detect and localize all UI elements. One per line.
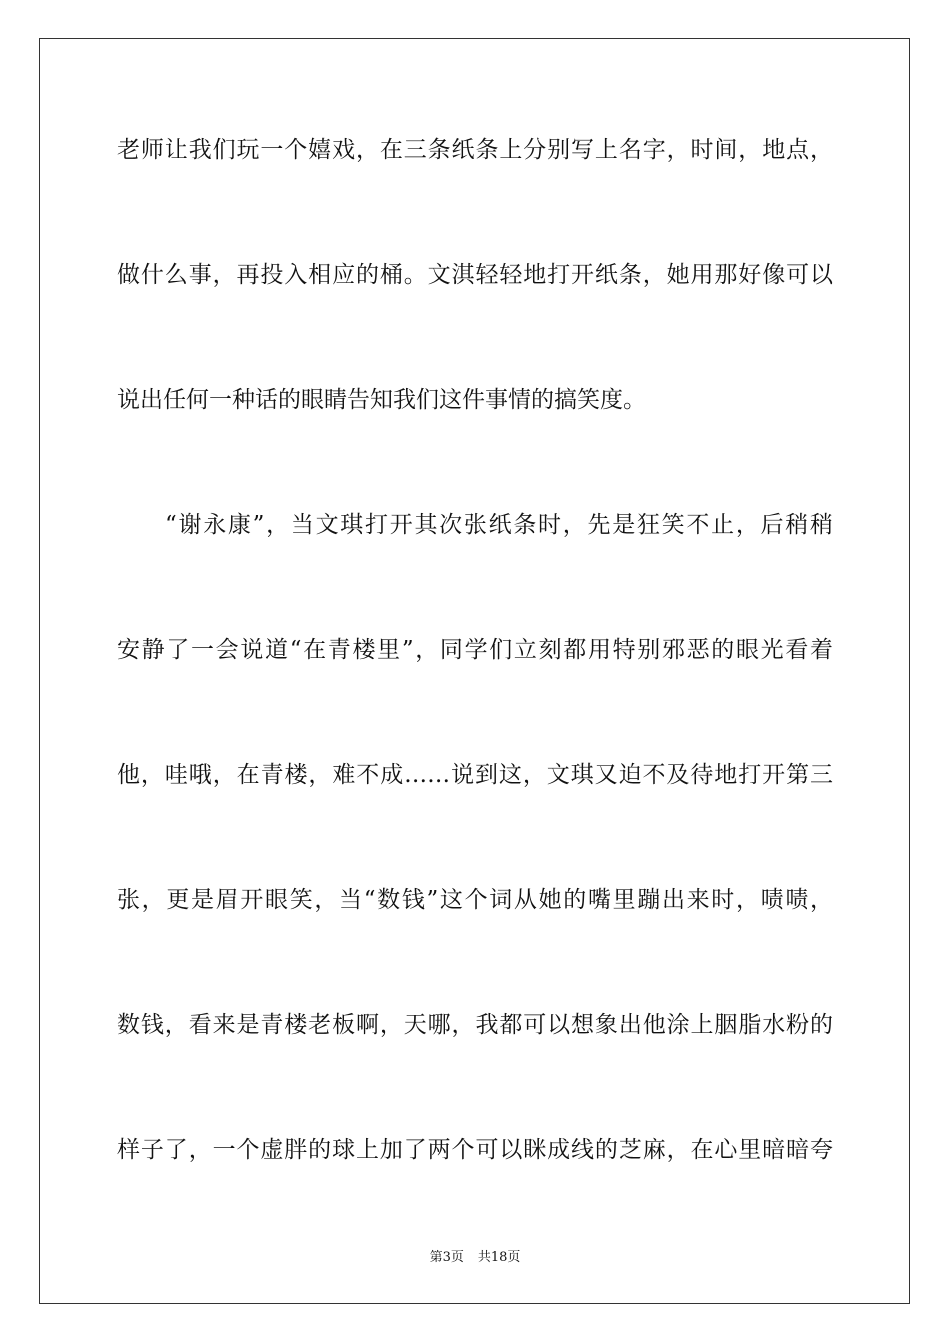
text-line: 样子了，一个虚胖的球上加了两个可以眯成线的芝麻，在心里暗暗夸 xyxy=(117,1137,833,1163)
page-total: 共18页 xyxy=(477,1250,521,1265)
text-line: 张，更是眉开眼笑，当“数钱”这个词从她的嘴里蹦出来时，啧啧， xyxy=(117,887,833,913)
text-line: 安静了一会说道“在青楼里”，同学们立刻都用特别邪恶的眼光看着 xyxy=(117,637,833,663)
text-line: 做什么事，再投入相应的桶。文淇轻轻地打开纸条，她用那好像可以 xyxy=(117,262,833,288)
text-line-indented: “谢永康”，当文琪打开其次张纸条时，先是狂笑不止，后稍稍 xyxy=(165,512,833,538)
page-border xyxy=(39,38,910,1304)
text-line: 老师让我们玩一个嬉戏，在三条纸条上分别写上名字，时间，地点， xyxy=(117,137,833,163)
text-line: 说出任何一种话的眼睛告知我们这件事情的搞笑度。 xyxy=(117,387,646,413)
page-footer xyxy=(0,1248,950,1268)
text-line: 数钱，看来是青楼老板啊，天哪，我都可以想象出他涂上胭脂水粉的 xyxy=(117,1012,833,1038)
page-number: 第3页 xyxy=(429,1250,464,1265)
text-line: 他，哇哦，在青楼，难不成……说到这，文琪又迫不及待地打开第三 xyxy=(117,762,833,788)
